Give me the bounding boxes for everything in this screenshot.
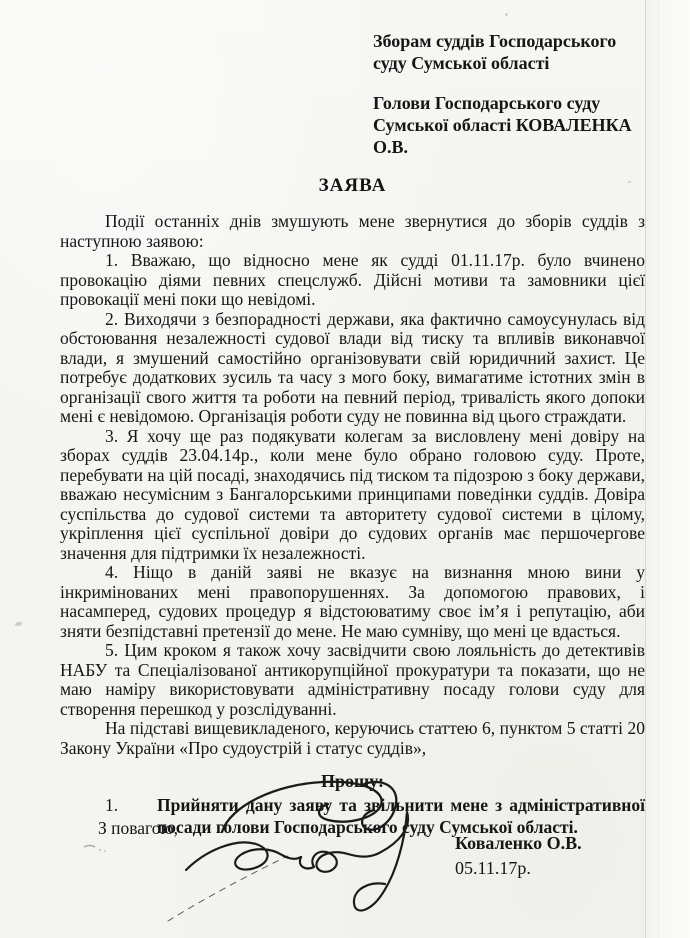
request-item-text: Прийняти дану заяву та звільнити мене з адміністративної посади голови Господарського суду Сумської області.	[157, 795, 645, 837]
body-paragraph: Події останніх днів змушують мене звернутися до зборів суддів з наступною заявою:	[60, 211, 645, 251]
document-body	[60, 212, 645, 758]
scan-edge-line-faint	[658, 0, 659, 938]
body-paragraph: 4. Ніщо в даній заяві не вказує на визнання мною вини у інкримінованих мені правопорушеннях. За допомогою правових, і насамперед, судових процедур я відстоюватиму своє ім’я і репутацію, аби зняти безпідставні претензії до мене. Не маю сумніву, що мені це вдасться.	[60, 562, 645, 641]
document-title: ЗАЯВА	[318, 175, 387, 196]
addressee-gap	[373, 74, 645, 92]
scan-speck	[505, 13, 508, 16]
scan-speck	[330, 600, 332, 602]
request-heading: Прошу:	[321, 771, 384, 791]
scan-speck	[628, 181, 631, 183]
document-content	[60, 30, 645, 838]
body-paragraph: 3. Я хочу ще раз подякувати колегам за висловлену мені довіру на зборах суддів 23.04.14р., коли мене було обрано головою суду. Проте, перебувати на цій посаді, знаходячись під тиском та підозрою з боку держави, вважаю несумісним з Бангалорськими принципами поведінки суддів. Довіра суспільства до судової системи та авторитету судової системи в цілому, укріплення цієї суспільної довіри до судових органів має першочергове значення для підтримки їх незалежності.	[60, 425, 645, 563]
body-paragraph: На підставі вищевикладеного, керуючись статтею 6, пунктом 5 статті 20 Закону України «Про судоустрій і статус суддів»,	[60, 718, 645, 758]
scan-edge-line	[645, 0, 646, 938]
body-paragraph: 2. Виходячи з безпорадності держави, яка фактично самоусунулась від обстоювання незалежності судової влади від тиску та впливів виконавчої влади, я змушений самостійно організовувати свій юридичний захист. Це потребує додаткових зусиль та часу з мого боку, вимагатиме істотних змін в організації свого життя та роботи на певний період, тривалість якого допоки мені є невідомою. Організація роботи суду не повинна від цього страждати.	[60, 308, 645, 426]
addressee-block	[373, 30, 645, 158]
closing-salutation: З повагою,	[98, 818, 178, 838]
addressee-line: Голови Господарського суду	[373, 93, 601, 113]
scan-speck	[15, 621, 23, 627]
addressee-line: Сумської області КОВАЛЕНКА	[373, 115, 632, 135]
signature-date: 05.11.17р.	[455, 858, 531, 878]
scan-smudge	[82, 843, 108, 853]
scan-edge-strip	[645, 0, 690, 938]
signer-name: Коваленко О.В.	[455, 833, 582, 853]
addressee-line: суду Сумської області	[373, 53, 550, 73]
body-paragraph: 1. Вважаю, що відносно мене як судді 01.11.17р. було вчинено провокацію діями певних спецслужб. Дійсні мотиви та замовники цієї провокації мені поки що невідомі.	[60, 250, 645, 309]
request-item-number: 1.	[105, 795, 119, 815]
addressee-line: О.В.	[373, 137, 409, 157]
body-paragraph: 5. Цим кроком я також хочу засвідчити свою лояльність до детективів НАБУ та Спеціалізованої антикорупційної прокуратури та показати, що не маю наміру використовувати адміністративну посаду голови суду для створення перешкод у розслідуванні.	[60, 640, 645, 719]
addressee-line: Зборам суддів Господарського	[373, 31, 617, 51]
handwritten-signature	[158, 776, 453, 936]
